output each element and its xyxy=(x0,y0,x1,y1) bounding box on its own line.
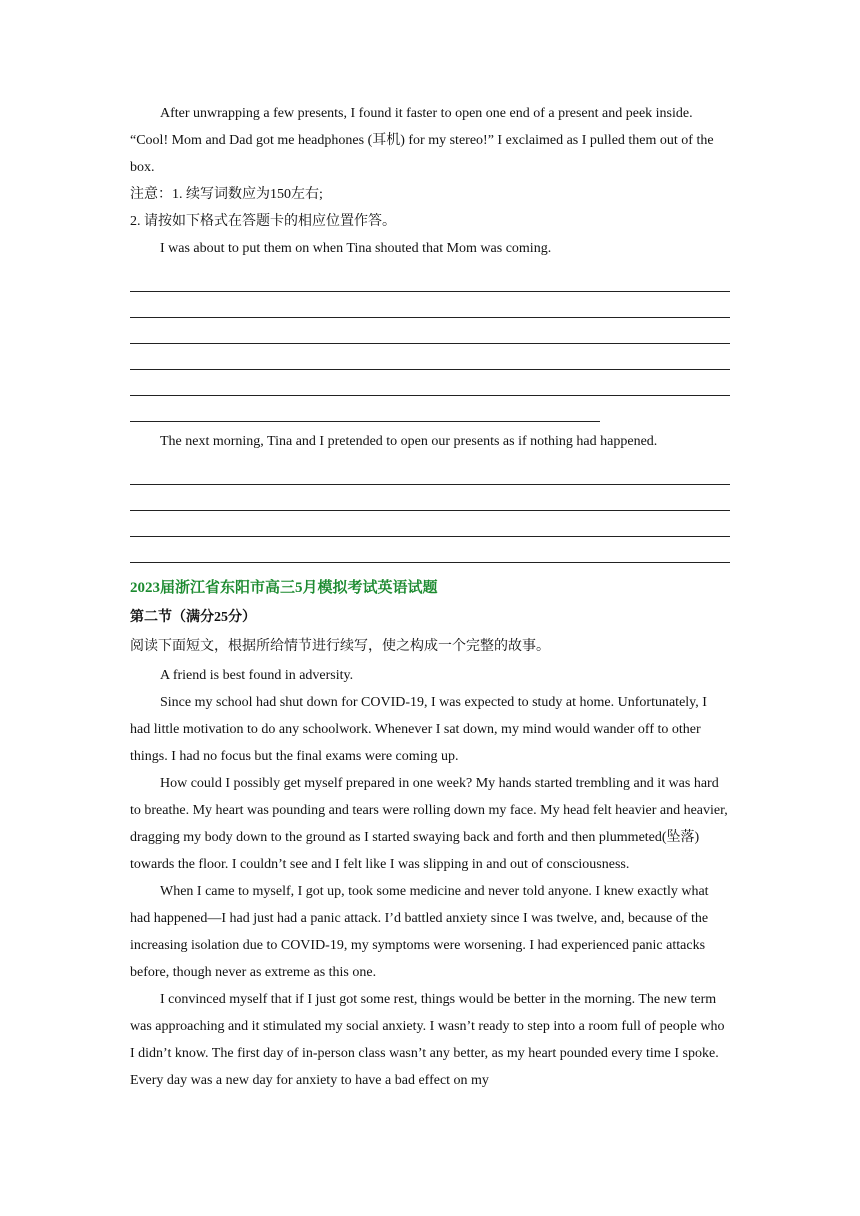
exam-title: 2023届浙江省东阳市高三5月模拟考试英语试题 xyxy=(130,580,438,596)
story-paragraph: When I came to myself, I got up, took some medicine and never told anyone. I knew exactly what had happened—I had just had a panic attack. I’d battled anxiety since I was twelve, and, because of the increasing isolation due to COVID-19, my symptoms were worsening. I had experienced panic attacks before, though never as extreme as this one. xyxy=(130,884,709,980)
answer-line xyxy=(130,344,730,370)
section-heading: 第二节（满分25分） xyxy=(130,610,256,625)
story-paragraph: Since my school had shut down for COVID-19, I was expected to study at home. Unfortunately, I had little motivation to do any schoolwork. Whenever I sat down, my mind would wander off to other things. I had no focus but the final exams were coming up. xyxy=(130,695,707,764)
story-paragraph: How could I possibly get myself prepared in one week? My hands started trembling and it was hard to breathe. My heart was pounding and tears were rolling down my face. My head felt heavier and heavier, dragging my body down to the ground as I started swaying back and forth and then plummeted(坠落) towards the floor. I couldn’t see and I felt like I was slipping in and out of consciousness. xyxy=(130,776,728,872)
note-line: 2. 请按如下格式在答题卡的相应位置作答。 xyxy=(130,214,396,229)
answer-line xyxy=(130,511,730,537)
note-line: 注意：1. 续写词数应为150左右; xyxy=(130,187,323,202)
answer-line xyxy=(130,292,730,318)
continuation-prompt: The next morning, Tina and I pretended to open our presents as if nothing had happened. xyxy=(160,434,658,449)
answer-line xyxy=(130,396,600,422)
answer-line xyxy=(130,537,730,563)
answer-lines xyxy=(130,266,730,422)
instruction-text: 阅读下面短文，根据所给情节进行续写，使之构成一个完整的故事。 xyxy=(130,639,550,654)
document-page xyxy=(130,100,730,1094)
story-paragraph: A friend is best found in adversity. xyxy=(160,668,354,683)
answer-line xyxy=(130,459,730,485)
continuation-prompt: I was about to put them on when Tina shouted that Mom was coming. xyxy=(160,241,552,256)
answer-line xyxy=(130,370,730,396)
answer-line xyxy=(130,485,730,511)
story-paragraph: I convinced myself that if I just got some rest, things would be better in the morning. The new term was approaching and it stimulated my social anxiety. I wasn’t ready to step into a room full of people who I didn’t know. The first day of in-person class wasn’t any better, as my heart pounded every time I spoke. Every day was a new day for anxiety to have a bad effect on my xyxy=(130,992,725,1088)
answer-lines xyxy=(130,459,730,563)
answer-line xyxy=(130,266,730,292)
answer-line xyxy=(130,318,730,344)
story-paragraph: After unwrapping a few presents, I found it faster to open one end of a present and peek inside. “Cool! Mom and Dad got me headphones (耳机) for my stereo!” I exclaimed as I pulled them out of the box. xyxy=(130,106,714,175)
